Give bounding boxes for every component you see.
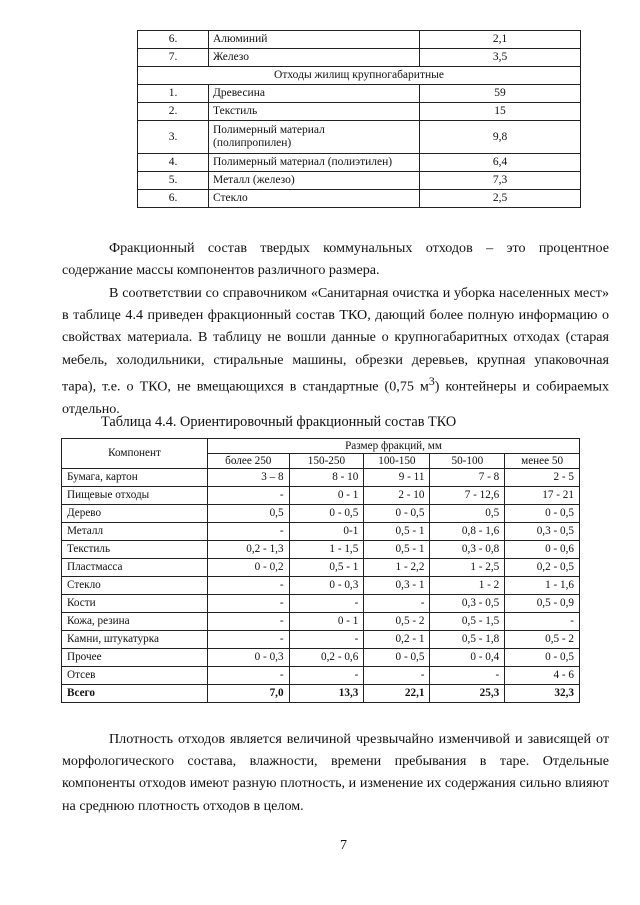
table-row (138, 49, 581, 67)
column-header: 50-100 (430, 454, 505, 469)
material-name-line: (полипропилен) (213, 137, 292, 149)
fraction-value: 0 - 0,4 (430, 649, 505, 667)
fraction-value: 0,3 - 0,5 (430, 595, 505, 613)
paragraph-reference-handbook (62, 282, 609, 420)
component-name: Дерево (62, 505, 208, 523)
material-value: 7,3 (420, 172, 581, 190)
fraction-value: - (208, 577, 290, 595)
fraction-value: 0,5 - 1,8 (430, 631, 505, 649)
fraction-value: 0,5 - 2 (364, 613, 430, 631)
fraction-value: 0,5 - 2 (505, 631, 580, 649)
column-header: 100-150 (364, 454, 430, 469)
row-number: 5. (138, 172, 209, 190)
row-number: 1. (138, 85, 209, 103)
paragraph-text: ) контейнеры и собираемых отдельно. (62, 378, 610, 417)
fraction-value: 0 - 0,5 (505, 649, 580, 667)
table-row (62, 469, 580, 487)
fraction-value: - (289, 667, 364, 685)
fraction-value: - (430, 667, 505, 685)
fraction-value: 2 - 10 (364, 487, 430, 505)
material-name-line: Полимерный материал (213, 124, 325, 136)
fraction-value: 0 - 0,6 (505, 541, 580, 559)
material-value: 3,5 (420, 49, 581, 67)
table-caption: Таблица 4.4. Ориентировочный фракционный состав ТКО (101, 414, 457, 430)
fraction-value: 13,3 (289, 685, 364, 703)
table-row (138, 85, 581, 103)
fraction-value: 0-1 (289, 523, 364, 541)
fraction-value: 1 - 2,2 (364, 559, 430, 577)
component-name: Пластмасса (62, 559, 208, 577)
component-name: Металл (62, 523, 208, 541)
fraction-value: 0,5 (430, 505, 505, 523)
fraction-value: 0 - 1 (289, 613, 364, 631)
material-name: Металл (железо) (209, 172, 420, 190)
fraction-value: 2 - 5 (505, 469, 580, 487)
fraction-value: 0,5 - 1 (364, 523, 430, 541)
fraction-value: 0,3 - 1 (364, 577, 430, 595)
fraction-value: 7 - 12,6 (430, 487, 505, 505)
fraction-value: 0,5 (208, 505, 290, 523)
section-row (138, 67, 581, 85)
fraction-value: 0,2 - 0,6 (289, 649, 364, 667)
fraction-value: 17 - 21 (505, 487, 580, 505)
material-name: Алюминий (209, 31, 420, 49)
fraction-value: - (289, 595, 364, 613)
fraction-value: 25,3 (430, 685, 505, 703)
table-row (62, 649, 580, 667)
fraction-value: 0,5 - 0,9 (505, 595, 580, 613)
header-fraction-size: Размер фракций, мм (208, 439, 580, 454)
table-row (62, 523, 580, 541)
component-name: Кости (62, 595, 208, 613)
fraction-value: 1 - 1,5 (289, 541, 364, 559)
component-name: Стекло (62, 577, 208, 595)
fraction-value: 0 - 0,5 (364, 505, 430, 523)
paragraph-density: Плотность отходов является величиной чрезвычайно изменчивой и зависящей от морфологического состава, влажности, времени пребывания в таре. Отдельные компоненты отходов имеют разную плотность, и изменение их содержания сильно влияют на среднюю плотность отходов в целом. (62, 731, 609, 814)
table-row (62, 559, 580, 577)
table-row (138, 190, 581, 208)
fraction-value: 0,2 - 1,3 (208, 541, 290, 559)
fraction-value: 7,0 (208, 685, 290, 703)
fraction-value: 0,5 - 1 (289, 559, 364, 577)
fraction-value: - (364, 595, 430, 613)
table-row (62, 667, 580, 685)
row-number: 2. (138, 103, 209, 121)
table-row (62, 631, 580, 649)
table-row (62, 577, 580, 595)
fraction-value: 0 - 0,5 (505, 505, 580, 523)
fraction-value: 0,3 - 0,5 (505, 523, 580, 541)
component-name: Камни, штукатурка (62, 631, 208, 649)
row-number: 7. (138, 49, 209, 67)
material-name: Стекло (209, 190, 420, 208)
row-number: 6. (138, 31, 209, 49)
table-row (62, 595, 580, 613)
fraction-value: 8 - 10 (289, 469, 364, 487)
paragraph-fraction-definition: Фракционный состав твердых коммунальных отходов – это процентное содержание массы компонентов различного размера. (62, 240, 609, 279)
material-value: 2,5 (420, 190, 581, 208)
superscript: 3 (428, 374, 435, 388)
column-header: более 250 (208, 454, 290, 469)
fraction-value: 0,5 - 1,5 (430, 613, 505, 631)
fraction-value: 1 - 2,5 (430, 559, 505, 577)
component-name: Отсев (62, 667, 208, 685)
fraction-value: 0 - 0,5 (289, 505, 364, 523)
column-header: менее 50 (505, 454, 580, 469)
component-name: Текстиль (62, 541, 208, 559)
fraction-value: 4 - 6 (505, 667, 580, 685)
material-name: Древесина (209, 85, 420, 103)
section-title: Отходы жилищ крупногабаритные (138, 67, 581, 85)
table-row (138, 121, 581, 154)
fraction-value: - (505, 613, 580, 631)
waste-composition-table (137, 30, 581, 208)
fraction-value: 9 - 11 (364, 469, 430, 487)
table-row (62, 541, 580, 559)
table-header-row (62, 439, 580, 454)
fraction-value: 0,3 - 0,8 (430, 541, 505, 559)
fraction-composition-table (61, 438, 580, 703)
material-value: 15 (420, 103, 581, 121)
material-name: Полимерный материал (полиэтилен) (209, 154, 420, 172)
fraction-value: - (208, 667, 290, 685)
material-name (209, 121, 420, 154)
total-row (62, 685, 580, 703)
material-value: 2,1 (420, 31, 581, 49)
component-name: Бумага, картон (62, 469, 208, 487)
table-row (138, 31, 581, 49)
fraction-value: - (208, 487, 290, 505)
fraction-value: 0,5 - 1 (364, 541, 430, 559)
fraction-value: 0 - 0,5 (364, 649, 430, 667)
component-name: Всего (62, 685, 208, 703)
fraction-value: - (364, 667, 430, 685)
table-row (62, 505, 580, 523)
fraction-value: 0,2 - 1 (364, 631, 430, 649)
material-name: Железо (209, 49, 420, 67)
material-value: 9,8 (420, 121, 581, 154)
fraction-value: - (208, 631, 290, 649)
fraction-value: - (208, 613, 290, 631)
table-row (62, 487, 580, 505)
fraction-value: 0 - 0,2 (208, 559, 290, 577)
fraction-value: 3 – 8 (208, 469, 290, 487)
component-name: Кожа, резина (62, 613, 208, 631)
fraction-value: 1 - 2 (430, 577, 505, 595)
component-name: Прочее (62, 649, 208, 667)
fraction-value: 0,2 - 0,5 (505, 559, 580, 577)
row-number: 6. (138, 190, 209, 208)
table-row (62, 613, 580, 631)
paragraph-text: В соответствии со справочником «Санитарная очистка и уборка населенных мест» в таблице 4.4 приведен фракционный состав ТКО, дающий более полную информацию о свойствах материала. В таблицу не вошли данные о крупногабаритных отходах (старая мебель, холодильники, стиральные машины, обрезки деревьев, крупная упаковочная тара), т.е. о ТКО, не вмещающихся в стандартные (0,75 м (62, 285, 609, 395)
table-row (138, 103, 581, 121)
row-number: 3. (138, 121, 209, 154)
fraction-value: 0 - 0,3 (208, 649, 290, 667)
header-component: Компонент (62, 439, 208, 469)
page-number: 7 (340, 838, 347, 853)
material-value: 6,4 (420, 154, 581, 172)
fraction-value: 0 - 1 (289, 487, 364, 505)
table-row (138, 172, 581, 190)
fraction-value: - (208, 595, 290, 613)
material-name: Текстиль (209, 103, 420, 121)
fraction-value: - (289, 631, 364, 649)
row-number: 4. (138, 154, 209, 172)
fraction-value: - (208, 523, 290, 541)
column-header: 150-250 (289, 454, 364, 469)
table-row (138, 154, 581, 172)
fraction-value: 1 - 1,6 (505, 577, 580, 595)
fraction-value: 22,1 (364, 685, 430, 703)
fraction-value: 0 - 0,3 (289, 577, 364, 595)
fraction-value: 7 - 8 (430, 469, 505, 487)
fraction-value: 32,3 (505, 685, 580, 703)
fraction-value: 0,8 - 1,6 (430, 523, 505, 541)
material-value: 59 (420, 85, 581, 103)
component-name: Пищевые отходы (62, 487, 208, 505)
